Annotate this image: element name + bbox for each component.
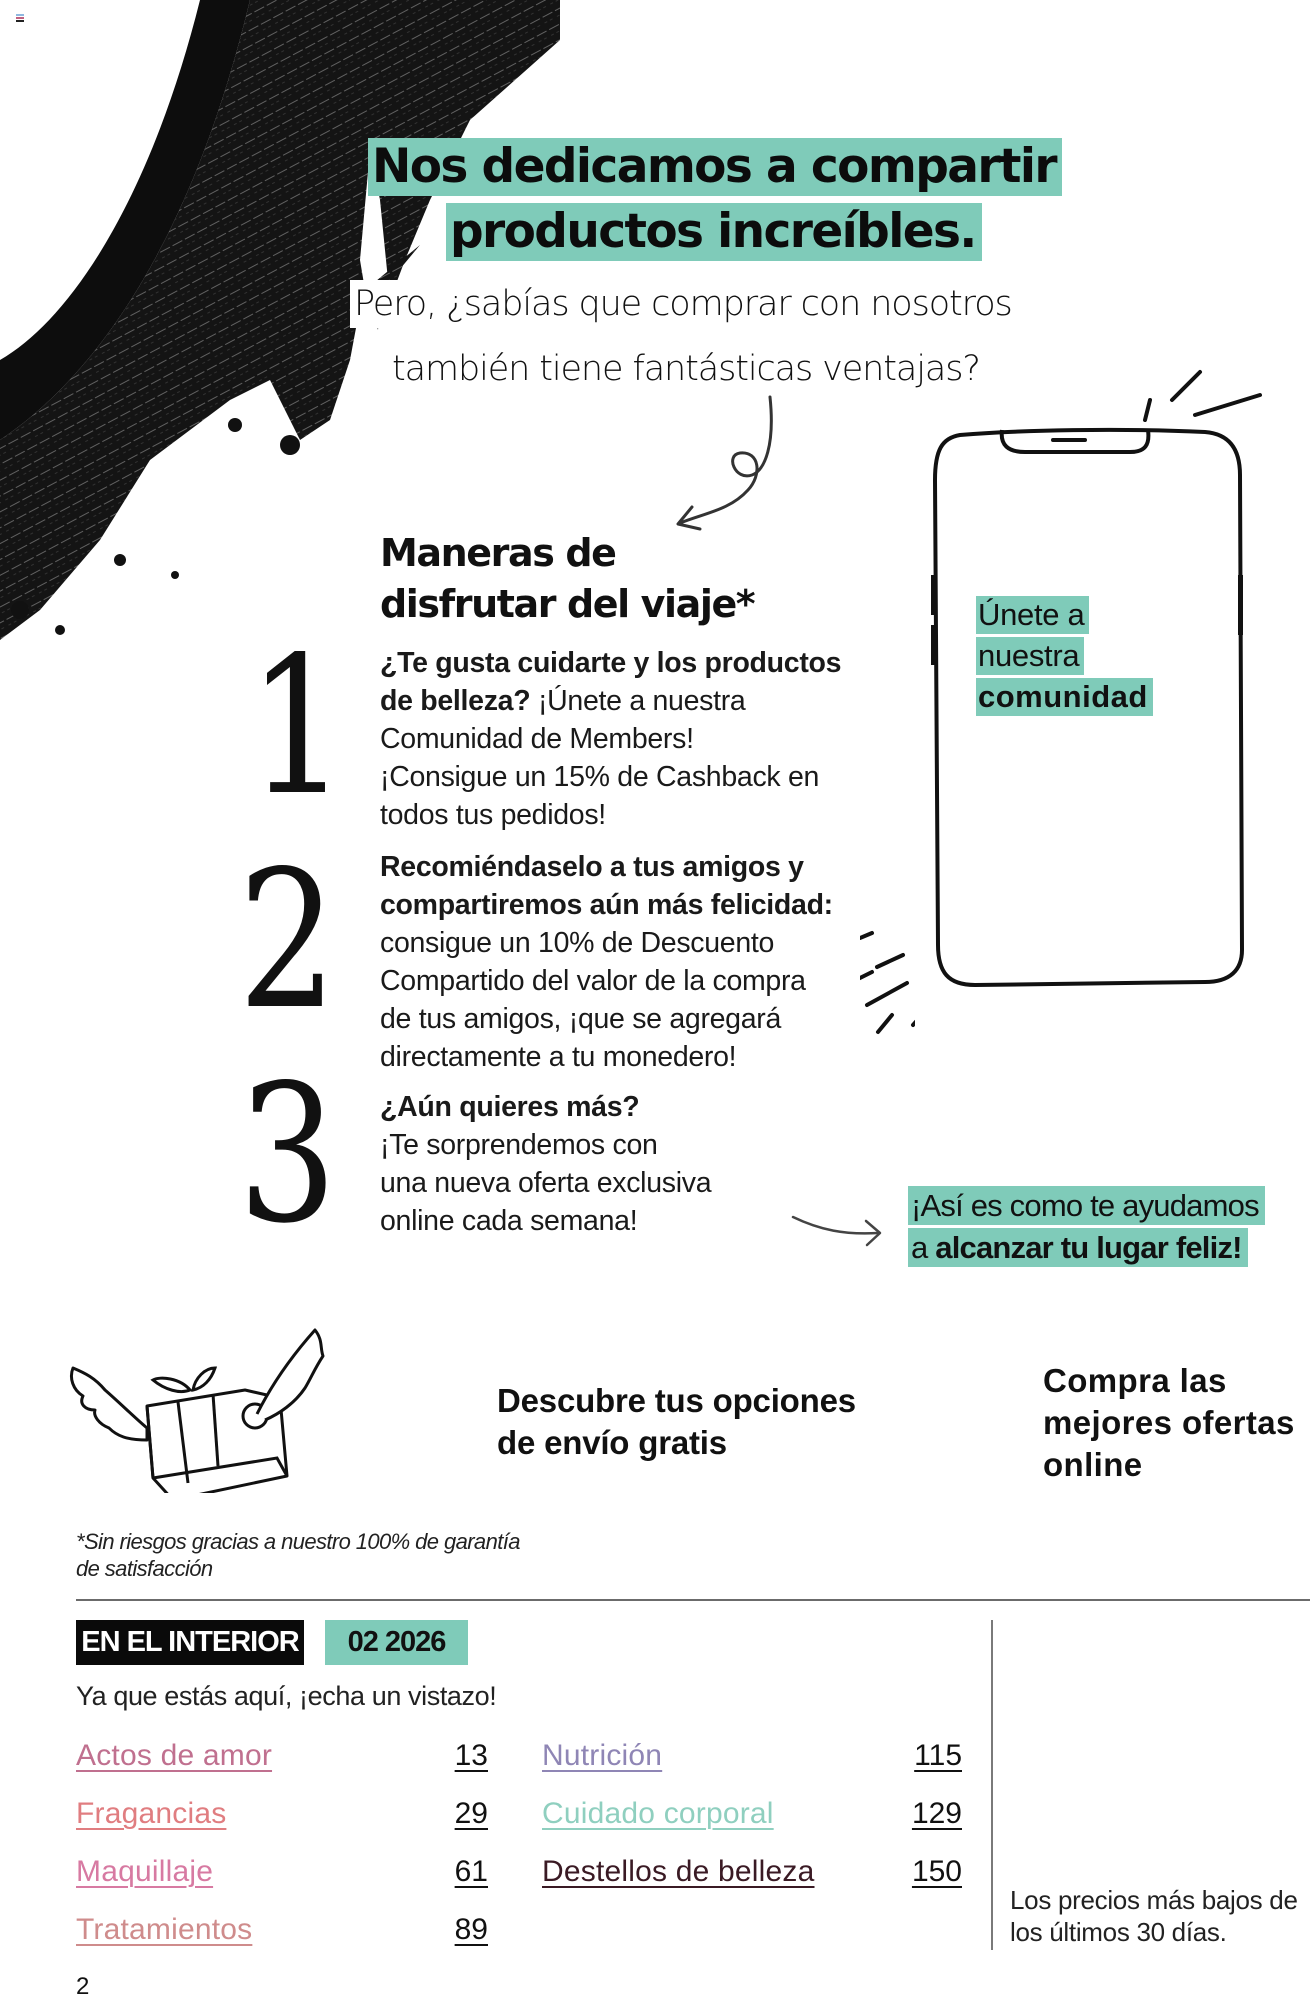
toc-page-13[interactable]: 13 <box>454 1739 488 1772</box>
free-shipping-text: Descubre tus opciones de envío gratis <box>497 1382 856 1461</box>
toc-intro: Ya que estás aquí, ¡echa un vistazo! <box>76 1681 497 1711</box>
step-2-text: Recomiéndaselo a tus amigos y compartiremos aún más felicidad: consigue un 10% de Descuento Compartido del valor de la compra de tus amigos, ¡que se agregará directamente a tu monedero! <box>380 851 833 1073</box>
toc-link-actos-de-amor[interactable]: Actos de amor <box>76 1739 273 1772</box>
toc-page-29[interactable]: 29 <box>454 1797 488 1830</box>
online-deals-text: Compra las mejores ofertas online <box>1043 1362 1295 1483</box>
issue-date-badge: 02 2026 <box>325 1620 468 1665</box>
toc-link-maquillaje[interactable]: Maquillaje <box>76 1855 214 1888</box>
step-number-1: 1 <box>248 616 348 837</box>
in-the-issue-badge: EN EL INTERIOR <box>76 1620 304 1665</box>
footnote: *Sin riesgos gracias a nuestro 100% de garantía de satisfacción <box>76 1529 520 1581</box>
headline-line-2: productos increíbles. <box>446 203 982 261</box>
toc-page-150[interactable]: 150 <box>911 1855 962 1888</box>
step-3-text: ¿Aún quieres más? ¡Te sorprendemos con una nueva oferta exclusiva online cada semana! <box>380 1091 712 1237</box>
toc-page-89[interactable]: 89 <box>454 1913 488 1946</box>
toc-link-fragancias[interactable]: Fragancias <box>76 1797 227 1830</box>
step-number-2: 2 <box>238 830 338 1051</box>
page-number: 2 <box>76 1973 90 2000</box>
winged-gift-box-icon <box>65 1318 340 1493</box>
toc-page-61[interactable]: 61 <box>454 1855 488 1888</box>
step-1-text: ¿Te gusta cuidarte y los productos de belleza? ¡Únete a nuestra Comunidad de Members! ¡Consigue un 15% de Cashback en todos tus pedidos! <box>380 647 842 831</box>
toc-link-tratamientos[interactable]: Tratamientos <box>76 1913 253 1946</box>
lowest-prices-note: Los precios más bajos de los últimos 30 días. <box>1010 1885 1298 1947</box>
phone-join-community: Únete a nuestra comunidad <box>976 596 1153 719</box>
toc-page-115[interactable]: 115 <box>914 1739 962 1772</box>
horizontal-divider <box>76 1599 1310 1601</box>
section-title: Maneras de disfrutar del viaje* <box>380 531 755 626</box>
headline-line-1: Nos dedicamos a compartir <box>368 138 1062 196</box>
happy-place-callout: ¡Así es como te ayudamos a alcanzar tu lugar feliz! <box>908 1186 1265 1270</box>
toc-page-129[interactable]: 129 <box>911 1797 962 1830</box>
step-number-3: 3 <box>238 1044 338 1265</box>
phone-accent-lines <box>855 945 915 1065</box>
right-arrow-icon <box>790 1205 890 1255</box>
toc-link-nutricion[interactable]: Nutrición <box>542 1739 663 1772</box>
vertical-divider <box>991 1620 993 1950</box>
subheadline-line-1: Pero, ¿sabías que comprar con nosotros <box>350 280 1016 328</box>
toc-link-destellos-de-belleza[interactable]: Destellos de belleza <box>542 1855 815 1888</box>
toc-link-cuidado-corporal[interactable]: Cuidado corporal <box>542 1797 774 1830</box>
curly-arrow-icon <box>660 385 790 535</box>
subheadline-line-2: también tiene fantásticas ventajas? <box>388 345 984 393</box>
